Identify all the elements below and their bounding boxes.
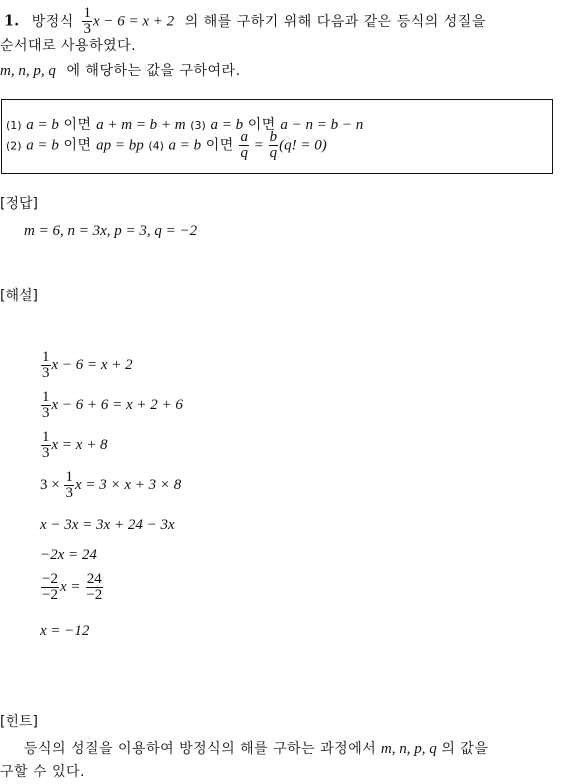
solution-step-7 — [40, 572, 104, 603]
condition-row-2 — [6, 130, 327, 161]
step-text: 3 × — [40, 476, 60, 493]
equals-sign: = — [249, 137, 268, 154]
fraction-one-third — [41, 390, 51, 421]
step-text: x − 3x = 3x + 24 − 3x — [40, 517, 175, 533]
denominator: 3 — [65, 485, 73, 501]
step-text: x − 6 = x + 2 — [51, 356, 133, 373]
hint-text: 의 값을 — [441, 741, 489, 757]
then-word: 이면 — [205, 137, 234, 154]
denominator: q — [269, 145, 278, 161]
answer-header: [정답] — [0, 196, 38, 212]
step-text: −2x = 24 — [40, 547, 97, 563]
step-text: x = 3 × x + 3 × 8 — [74, 476, 182, 493]
condition: a = b — [210, 117, 244, 133]
numerator: 1 — [42, 349, 50, 365]
hint-header: [힌트] — [0, 714, 38, 730]
equation: a + m = b + m — [96, 117, 186, 133]
condition: a = b — [26, 137, 59, 154]
step-text: x = −12 — [40, 623, 90, 639]
then-word: 이면 — [63, 137, 92, 154]
solution-step-6 — [40, 546, 97, 564]
item-label: (1) — [6, 119, 22, 132]
problem-line-1 — [4, 6, 486, 37]
numerator: b — [269, 129, 278, 145]
equation: ap = bp — [96, 137, 144, 154]
hint-line-1 — [24, 740, 488, 758]
solution-step-2 — [40, 390, 183, 421]
condition: a = b — [168, 137, 202, 154]
step-text: x = — [59, 578, 81, 595]
variables: m, n, p, q — [0, 63, 56, 79]
numerator: −2 — [42, 571, 58, 587]
fraction-one-third — [82, 6, 92, 37]
solution-step-5 — [40, 516, 175, 534]
fraction-24-over-minus2 — [85, 572, 103, 603]
denominator: 3 — [42, 445, 50, 461]
fraction-b-over-q — [269, 130, 279, 161]
numerator: 1 — [65, 469, 73, 485]
condition: a = b — [26, 117, 59, 133]
problem-text: 방정식 — [31, 13, 74, 30]
hint-text: 등식의 성질을 이용하여 방정식의 해를 구하는 과정에서 — [24, 741, 377, 757]
answer-text: m = 6, n = 3x, p = 3, q = −2 — [24, 223, 198, 239]
fraction-minus2-over-minus2 — [41, 572, 59, 603]
numerator: 1 — [42, 389, 50, 405]
fraction-one-third — [41, 350, 51, 381]
item-label: (3) — [190, 119, 206, 132]
numerator: 1 — [83, 5, 91, 21]
solution-step-8 — [40, 622, 89, 640]
variables: m, n, p, q — [380, 741, 437, 757]
problem-number: 1. — [4, 12, 20, 30]
numerator: 1 — [42, 429, 50, 445]
denominator: 3 — [42, 405, 50, 421]
step-text: x − 6 + 6 = x + 2 + 6 — [51, 396, 183, 413]
problem-line-3 — [0, 62, 241, 80]
item-label: (4) — [148, 139, 164, 153]
item-label: (2) — [6, 139, 22, 153]
nonzero-condition: (q! = 0) — [279, 137, 327, 154]
equation-text: x − 6 = x + 2 — [92, 13, 175, 30]
denominator: 3 — [83, 21, 91, 37]
fraction-one-third — [64, 470, 74, 501]
denominator: 3 — [42, 365, 50, 381]
fraction-one-third — [41, 430, 51, 461]
solution-step-1 — [40, 350, 133, 381]
numerator: 24 — [86, 571, 102, 587]
then-word: 이면 — [247, 117, 276, 133]
solution-step-3 — [40, 430, 108, 461]
problem-text: 에 해당하는 값을 구하여라. — [66, 63, 241, 79]
step-text: x = x + 8 — [51, 436, 108, 453]
fraction-a-over-q — [239, 130, 249, 161]
equation: a − n = b − n — [280, 117, 364, 133]
solution-header: [해설] — [0, 288, 38, 304]
problem-line-2: 순서대로 사용하였다. — [0, 38, 137, 54]
solution-step-4 — [40, 470, 181, 501]
denominator: q — [240, 145, 248, 161]
denominator: −2 — [42, 587, 58, 603]
then-word: 이면 — [63, 117, 92, 133]
denominator: −2 — [86, 587, 103, 603]
numerator: a — [240, 129, 248, 145]
problem-text: 의 해를 구하기 위해 다음과 같은 등식의 성질을 — [184, 13, 486, 30]
hint-line-2: 구할 수 있다. — [0, 764, 85, 780]
